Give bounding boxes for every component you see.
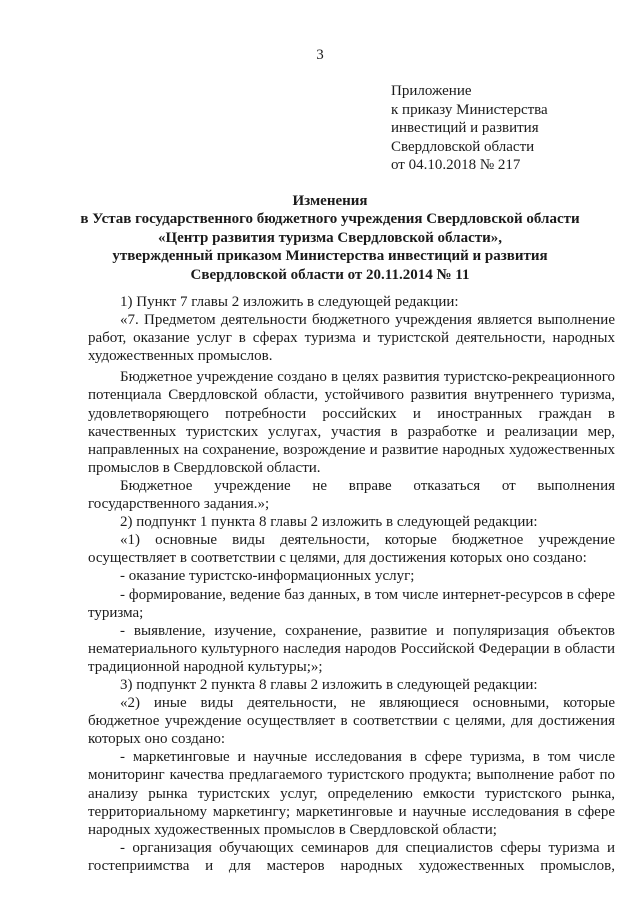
document-body bbox=[88, 293, 615, 875]
approval-line: Свердловской области bbox=[391, 138, 535, 155]
paragraph: Бюджетное учреждение не вправе отказаться от выполнения государственного задания.»; bbox=[88, 477, 615, 513]
title-line: в Устав государственного бюджетного учреждения Свердловской области bbox=[80, 211, 580, 228]
page-number: 3 bbox=[316, 47, 324, 63]
approval-line: инвестиций и развития bbox=[391, 120, 539, 137]
paragraph: Бюджетное учреждение создано в целях развития туристско-рекреационного потенциала Свердловской области, устойчивого развития внутреннего туризма, удовлетворяющего потребности российских и иностранных граждан в качественных туристских услугах, участия в разработке и реализации мер, направленных на сохранение, возрождение и развитие народных художественных промыслов в Свердловской области. bbox=[88, 369, 615, 476]
paragraph: 2) подпункт 1 пункта 8 главы 2 изложить в следующей редакции: bbox=[120, 514, 538, 531]
approval-line: от 04.10.2018 № 217 bbox=[391, 157, 521, 174]
approval-block bbox=[391, 82, 548, 175]
approval-line: к приказу Министерства bbox=[391, 101, 548, 118]
title-line: Изменения bbox=[292, 193, 368, 209]
paragraph: «7. Предметом деятельности бюджетного учреждения является выполнение работ, оказание услуг в сферах туризма и туристской деятельности, народных художественных промыслов. bbox=[88, 312, 615, 365]
list-item: - маркетинговые и научные исследования в сфере туризма, в том числе мониторинг качества предлагаемого туристского продукта; выполнение работ по анализу рынка туристских услуг, определению емкости туристского рынка, территориальному маркетингу; маркетинговые и научные исследования в сфере народных художественных промыслов в Свердловской области; bbox=[88, 749, 615, 838]
title-line: Свердловской области от 20.11.2014 № 11 bbox=[190, 266, 470, 283]
list-item: - организация обучающих семинаров для специалистов сферы туризма и гостеприимства и для мастеров народных художественных промыслов, bbox=[88, 839, 615, 874]
paragraph: 1) Пункт 7 главы 2 изложить в следующей редакции: bbox=[120, 294, 459, 310]
paragraph: «1) основные виды деятельности, которые бюджетное учреждение осуществляет в соответствии с целями, для достижения которых оно создано: bbox=[88, 532, 615, 567]
approval-line: Приложение bbox=[391, 83, 472, 99]
list-item: - выявление, изучение, сохранение, развитие и популяризация объектов нематериального культурного наследия народов Российской Федерации в области традиционной народной культуры;»; bbox=[88, 622, 615, 675]
document-title bbox=[60, 192, 600, 284]
paragraph: «2) иные виды деятельности, не являющиеся основными, которые бюджетное учреждение осуществляет в соответствии с целями, для достижения которых оно создано: bbox=[88, 695, 615, 748]
list-item: - оказание туристско-информационных услуг; bbox=[120, 568, 415, 585]
title-line: «Центр развития туризма Свердловской области», bbox=[157, 229, 503, 246]
title-line: утвержденный приказом Министерства инвестиций и развития bbox=[112, 248, 548, 265]
list-item: - формирование, ведение баз данных, в том числе интернет-ресурсов в сфере туризма; bbox=[88, 586, 615, 621]
paragraph: 3) подпункт 2 пункта 8 главы 2 изложить в следующей редакции: bbox=[120, 676, 538, 693]
